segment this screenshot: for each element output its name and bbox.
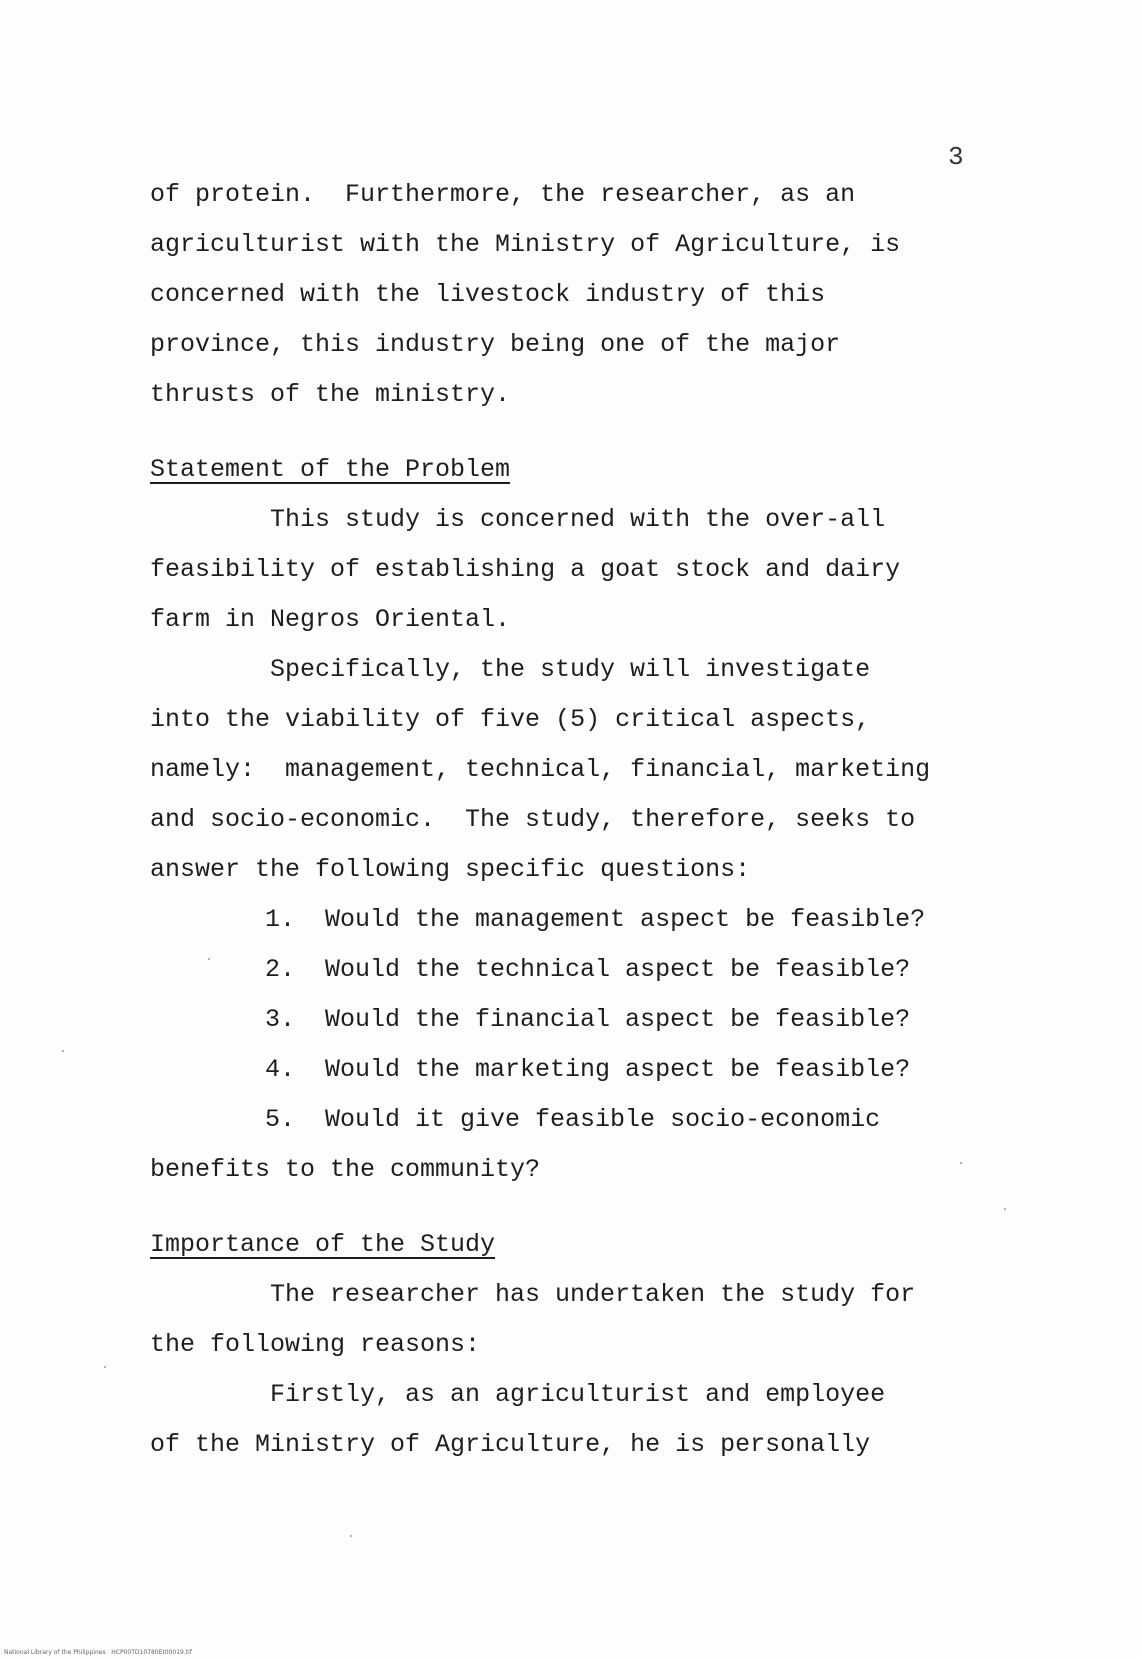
scan-speck	[350, 1535, 352, 1537]
question-item: 3. Would the financial aspect be feasible?	[265, 1005, 911, 1034]
question-item: 4. Would the marketing aspect be feasible?	[265, 1055, 911, 1084]
question-item: 5. Would it give feasible socio-economic	[265, 1105, 881, 1134]
problem-line: into the viability of five (5) critical aspects,	[150, 705, 871, 734]
section-heading-importance: Importance of the Study	[150, 1230, 496, 1259]
question-item: 2. Would the technical aspect be feasible?	[265, 955, 911, 984]
scan-footer: National Library of the Philippines HCP00TD10780Et00019.tif	[4, 1649, 192, 1656]
intro-line: concerned with the livestock industry of this	[150, 280, 826, 309]
page-body	[150, 170, 1050, 1470]
problem-line: feasibility of establishing a goat stock and dairy	[150, 555, 901, 584]
importance-line: of the Ministry of Agriculture, he is personally	[150, 1430, 871, 1459]
intro-line: province, this industry being one of the major	[150, 330, 841, 359]
problem-line: Specifically, the study will investigate	[270, 655, 871, 684]
scan-speck	[208, 958, 210, 960]
section-gap	[150, 1195, 1050, 1220]
scan-speck	[104, 1366, 106, 1368]
problem-line: This study is concerned with the over-all	[270, 505, 886, 534]
importance-line: The researcher has undertaken the study for	[270, 1280, 916, 1309]
problem-line: and socio-economic. The study, therefore, seeks to	[150, 805, 916, 834]
question-continuation: benefits to the community?	[150, 1155, 541, 1184]
scan-speck	[62, 1050, 64, 1052]
problem-line: namely: management, technical, financial, marketing	[150, 755, 931, 784]
scan-speck	[960, 1162, 962, 1164]
intro-line: of protein. Furthermore, the researcher, as an	[150, 180, 856, 209]
problem-line: farm in Negros Oriental.	[150, 605, 511, 634]
intro-line: agriculturist with the Ministry of Agriculture, is	[150, 230, 901, 259]
section-heading-problem: Statement of the Problem	[150, 455, 511, 484]
importance-line: Firstly, as an agriculturist and employee	[270, 1380, 886, 1409]
importance-line: the following reasons:	[150, 1330, 481, 1359]
section-gap	[150, 420, 1050, 445]
question-item: 1. Would the management aspect be feasible?	[265, 905, 926, 934]
intro-line: thrusts of the ministry.	[150, 380, 511, 409]
problem-line: answer the following specific questions:	[150, 855, 751, 884]
page-number: 3	[948, 142, 964, 172]
scan-speck	[1004, 1208, 1006, 1210]
